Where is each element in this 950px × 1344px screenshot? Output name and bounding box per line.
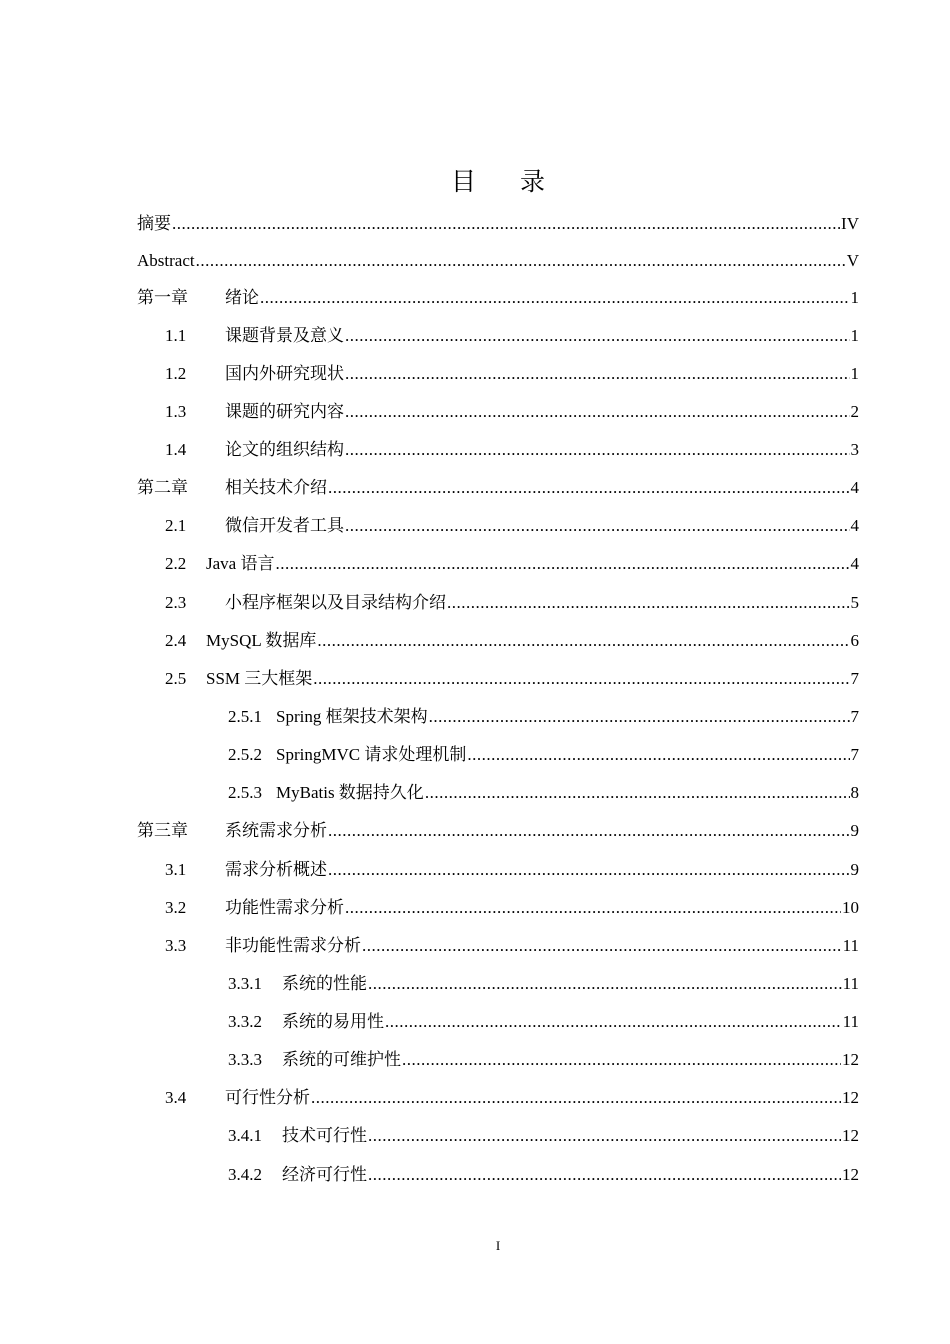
toc-dot-leader: [402, 1049, 841, 1071]
toc-entry-title: 国内外研究现状: [225, 364, 344, 383]
toc-entry-title: 课题背景及意义: [225, 326, 344, 345]
toc-entry-number: 2.1: [165, 516, 187, 535]
toc-dot-leader: [328, 820, 850, 842]
toc-entry-page: 2: [850, 402, 859, 421]
toc-entry-page: 8: [850, 783, 859, 802]
toc-dot-leader: [196, 250, 846, 272]
toc-dot-leader: [447, 592, 850, 614]
toc-entry[interactable]: [165, 927, 859, 965]
toc-entry-number: 3.4.1: [228, 1126, 262, 1145]
toc-entry-title: 论文的组织结构: [225, 440, 344, 459]
toc-entry-page: 5: [850, 593, 859, 612]
toc-entry-number: 3.3.2: [228, 1012, 262, 1031]
toc-entry-title: 系统的性能: [282, 974, 367, 993]
toc-title-char-1: 目: [450, 169, 476, 196]
toc-entry-title: 需求分析概述: [225, 860, 327, 879]
toc-entry-page: 6: [850, 631, 859, 650]
toc-entry[interactable]: [137, 469, 859, 507]
toc-entry-number: 2.5: [165, 669, 187, 688]
toc-entry[interactable]: [137, 279, 859, 317]
toc-entry-number: 3.3.1: [228, 974, 262, 993]
toc-entry[interactable]: [228, 1041, 859, 1079]
toc-entry-page: 1: [850, 326, 859, 345]
toc-entry[interactable]: [228, 736, 859, 774]
footer-page-number: I: [495, 1238, 501, 1253]
toc-entry-page: 11: [842, 936, 859, 955]
toc-title-char-2: 录: [520, 169, 546, 196]
toc-entry-page: 1: [850, 364, 859, 383]
toc-dot-leader: [425, 782, 850, 804]
toc-entry[interactable]: [228, 1117, 859, 1155]
toc-entry-page: 1: [850, 288, 859, 307]
toc-entry-page: 7: [850, 707, 859, 726]
toc-dot-leader: [328, 859, 850, 881]
toc-entry[interactable]: [165, 1079, 859, 1117]
toc-entry[interactable]: [165, 431, 859, 469]
toc-dot-leader: [345, 439, 850, 461]
toc-entry-number: 1.4: [165, 440, 187, 459]
toc-entry-number: 第三章: [137, 821, 188, 840]
toc-entry-page: 4: [850, 516, 859, 535]
toc-entry-number: 第一章: [137, 288, 188, 307]
toc-dot-leader: [385, 1011, 842, 1033]
toc-entry-page: 4: [850, 554, 859, 573]
toc-dot-leader: [345, 401, 850, 423]
toc-dot-leader: [317, 630, 849, 652]
toc-entry-number: 2.5.3: [228, 783, 262, 802]
toc-entry-page: 12: [842, 1050, 859, 1069]
toc-entry[interactable]: [228, 774, 859, 812]
toc-entry[interactable]: [137, 242, 859, 280]
toc-dot-leader: [328, 477, 850, 499]
toc-entry-title: Java 语言: [206, 554, 275, 573]
toc-entry-number: 1.2: [165, 364, 187, 383]
toc-dot-leader: [362, 935, 842, 957]
toc-dot-leader: [345, 515, 850, 537]
toc-entry[interactable]: [165, 507, 859, 545]
toc-dot-leader: [368, 1164, 841, 1186]
toc-dot-leader: [368, 973, 842, 995]
toc-dot-leader: [345, 363, 850, 385]
toc-entry[interactable]: [165, 393, 859, 431]
toc-entry-number: 2.3: [165, 593, 187, 612]
toc-entry-title: MyBatis 数据持久化: [276, 783, 424, 802]
toc-entry[interactable]: [228, 698, 859, 736]
toc-entry-number: 3.1: [165, 860, 187, 879]
toc-entry-page: 11: [842, 1012, 859, 1031]
toc-entry[interactable]: [165, 622, 859, 660]
toc-entry-number: 2.5.2: [228, 745, 262, 764]
toc-entry-page: 9: [850, 821, 859, 840]
toc-entry-title: Abstract: [137, 251, 195, 270]
toc-entry[interactable]: [228, 965, 859, 1003]
toc-dot-leader: [275, 553, 849, 575]
toc-entry-number: 1.3: [165, 402, 187, 421]
toc-entry-number: 3.2: [165, 898, 187, 917]
toc-entry-number: 2.5.1: [228, 707, 262, 726]
toc-entry-title: 经济可行性: [282, 1165, 367, 1184]
toc-entry[interactable]: [165, 889, 859, 927]
toc-dot-leader: [368, 1125, 841, 1147]
toc-entry-title: 相关技术介绍: [225, 478, 327, 497]
toc-title: [0, 166, 950, 200]
toc-entry-number: 3.3.3: [228, 1050, 262, 1069]
toc-entry[interactable]: [137, 812, 859, 850]
toc-entry-title: 系统的易用性: [282, 1012, 384, 1031]
toc-entry-title: 非功能性需求分析: [225, 936, 361, 955]
toc-dot-leader: [311, 1087, 841, 1109]
toc-entry-title: 摘要: [137, 214, 171, 233]
toc-entry-page: 7: [850, 669, 859, 688]
toc-entry-title: 功能性需求分析: [225, 898, 344, 917]
toc-entry-page: 10: [842, 898, 859, 917]
toc-entry-title: 可行性分析: [225, 1088, 310, 1107]
toc-entry-number: 第二章: [137, 478, 188, 497]
toc-entry[interactable]: [165, 851, 859, 889]
toc-dot-leader: [345, 897, 841, 919]
toc-entry[interactable]: [137, 205, 859, 243]
toc-entry-title: 系统的可维护性: [282, 1050, 401, 1069]
toc-entry-page: 9: [850, 860, 859, 879]
toc-entry-page: 12: [842, 1088, 859, 1107]
toc-entry-number: 2.2: [165, 554, 187, 573]
toc-dot-leader: [260, 287, 850, 309]
toc-entry-number: 2.4: [165, 631, 187, 650]
toc-entry-page: 12: [842, 1126, 859, 1145]
toc-entry[interactable]: [165, 584, 859, 622]
toc-entry-title: 微信开发者工具: [225, 516, 344, 535]
toc-entry-number: 1.1: [165, 326, 187, 345]
toc-entry-title: 系统需求分析: [225, 821, 327, 840]
toc-entry-title: 小程序框架以及目录结构介绍: [225, 593, 446, 612]
toc-entry-page: IV: [841, 214, 859, 233]
toc-dot-leader: [345, 325, 850, 347]
toc-entry[interactable]: [165, 660, 859, 698]
toc-entry-title: SpringMVC 请求处理机制: [276, 745, 467, 764]
toc-entry-page: 4: [850, 478, 859, 497]
toc-entry[interactable]: [228, 1003, 859, 1041]
toc-dot-leader: [467, 744, 849, 766]
toc-entry[interactable]: [228, 1156, 859, 1194]
toc-entry-title: SSM 三大框架: [206, 669, 313, 688]
toc-dot-leader: [429, 706, 850, 728]
toc-entry-number: 3.4.2: [228, 1165, 262, 1184]
toc-entry-page: 3: [850, 440, 859, 459]
toc-entry-title: 技术可行性: [282, 1126, 367, 1145]
toc-entry-number: 3.3: [165, 936, 187, 955]
toc-entry[interactable]: [165, 317, 859, 355]
toc-entry-page: 7: [850, 745, 859, 764]
toc-entry-page: 11: [842, 974, 859, 993]
toc-entry-title: Spring 框架技术架构: [276, 707, 428, 726]
toc-dot-leader: [172, 213, 840, 235]
toc-entry[interactable]: [165, 355, 859, 393]
toc-entry[interactable]: [165, 545, 859, 583]
toc-entry-number: 3.4: [165, 1088, 187, 1107]
toc-dot-leader: [313, 668, 849, 690]
toc-entry-title: 课题的研究内容: [225, 402, 344, 421]
toc-entry-page: 12: [842, 1165, 859, 1184]
toc-entry-page: V: [846, 251, 859, 270]
toc-entry-title: 绪论: [225, 288, 259, 307]
toc-entry-title: MySQL 数据库: [206, 631, 317, 650]
